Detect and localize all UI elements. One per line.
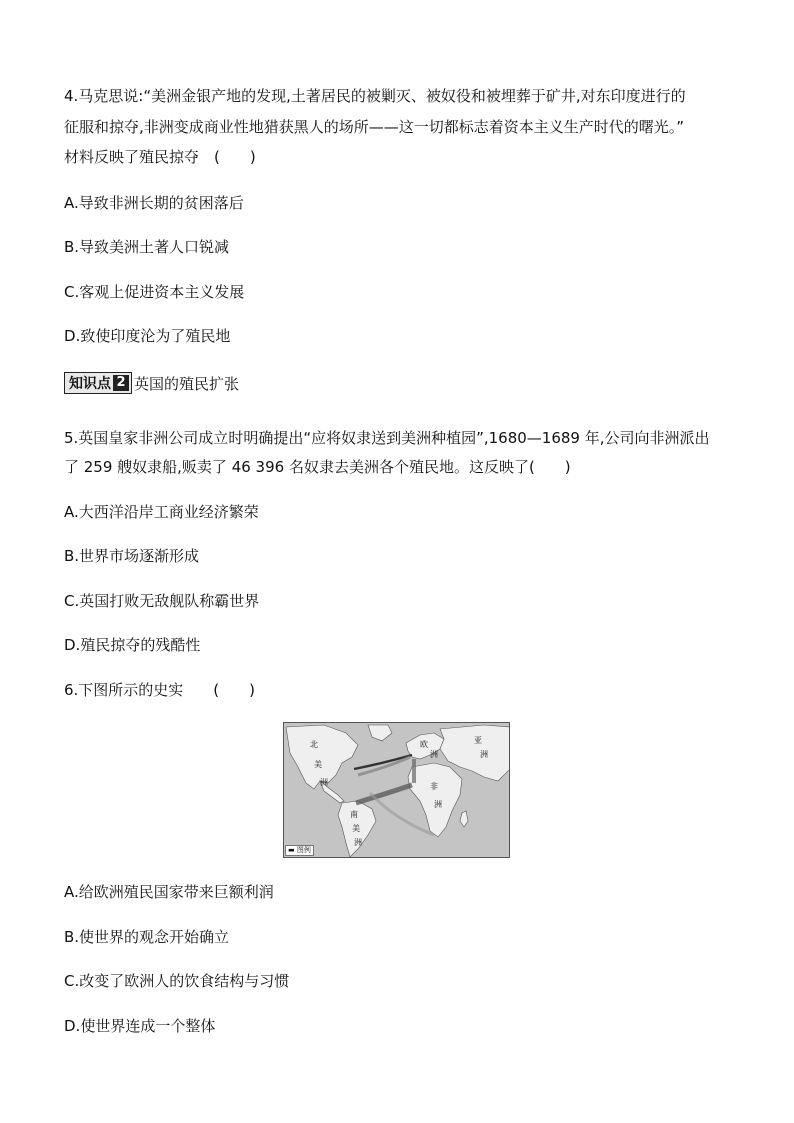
q6-option-c[interactable]: C.改变了欧洲人的饮食结构与习惯 xyxy=(64,972,290,990)
q4-option-c[interactable]: C.客观上促进资本主义发展 xyxy=(64,283,245,301)
q5-option-b[interactable]: B.世界市场逐渐形成 xyxy=(64,547,200,565)
map-label-zhou-af: 洲 xyxy=(434,800,442,809)
map-label-ou: 欧 xyxy=(420,740,428,749)
q6-option-b[interactable]: B.使世界的观念开始确立 xyxy=(64,928,230,946)
q4-stem-line-3: 材料反映了殖民掠夺 ( ) xyxy=(64,148,256,166)
q4-stem-line-1: 4.马克思说:“美洲金银产地的发现,土著居民的被剿灭、被奴役和被埋葬于矿井,对东印度进行的 xyxy=(64,87,686,105)
q4-stem-line-2: 征服和掠夺,非洲变成商业性地猎获黑人的场所——这一切都标志着资本主义生产时代的曙光。” xyxy=(64,118,685,136)
tag-number: 2 xyxy=(113,375,129,391)
map-label-bei: 北 xyxy=(310,740,318,749)
map-label-fei: 非 xyxy=(430,782,438,791)
map-label-zhou-eu: 洲 xyxy=(430,750,438,759)
q6-option-d[interactable]: D.使世界连成一个整体 xyxy=(64,1017,216,1035)
q4-option-d[interactable]: D.致使印度沦为了殖民地 xyxy=(64,327,231,345)
map-label-ya: 亚 xyxy=(474,736,482,745)
q5-stem-line-1: 5.英国皇家非洲公司成立时明确提出“应将奴隶送到美洲种植园”,1680—1689 年,公司向非洲派出 xyxy=(64,429,710,447)
q4-option-a[interactable]: A.导致非洲长期的贫困落后 xyxy=(64,194,244,212)
map-label-mei-sa: 美 xyxy=(352,824,360,833)
map-label-nan: 南 xyxy=(350,810,358,819)
section-title: 英国的殖民扩张 xyxy=(134,374,240,393)
q5-option-a[interactable]: A.大西洋沿岸工商业经济繁荣 xyxy=(64,503,259,521)
map-label-zhou-na: 洲 xyxy=(320,778,328,787)
knowledge-point-tag xyxy=(64,372,132,394)
q4-option-b[interactable]: B.导致美洲土著人口锐减 xyxy=(64,238,230,256)
q6-stem: 6.下图所示的史实 ( ) xyxy=(64,681,256,699)
map-legend: ▬ 图例 xyxy=(285,845,314,856)
section-heading xyxy=(64,372,239,394)
map-label-mei: 美 xyxy=(314,760,322,769)
q6-option-a[interactable]: A.给欧洲殖民国家带来巨额利润 xyxy=(64,883,274,901)
map-label-zhou-sa: 洲 xyxy=(354,838,362,847)
tag-label: 知识点 xyxy=(69,376,111,392)
map-label-zhou-as: 洲 xyxy=(480,750,488,759)
q5-stem-line-2: 了 259 艘奴隶船,贩卖了 46 396 名奴隶去美洲各个殖民地。这反映了( ) xyxy=(64,458,571,476)
q5-option-c[interactable]: C.英国打败无敌舰队称霸世界 xyxy=(64,592,260,610)
q5-option-d[interactable]: D.殖民掠夺的残酷性 xyxy=(64,636,201,654)
triangle-trade-map xyxy=(283,722,510,858)
